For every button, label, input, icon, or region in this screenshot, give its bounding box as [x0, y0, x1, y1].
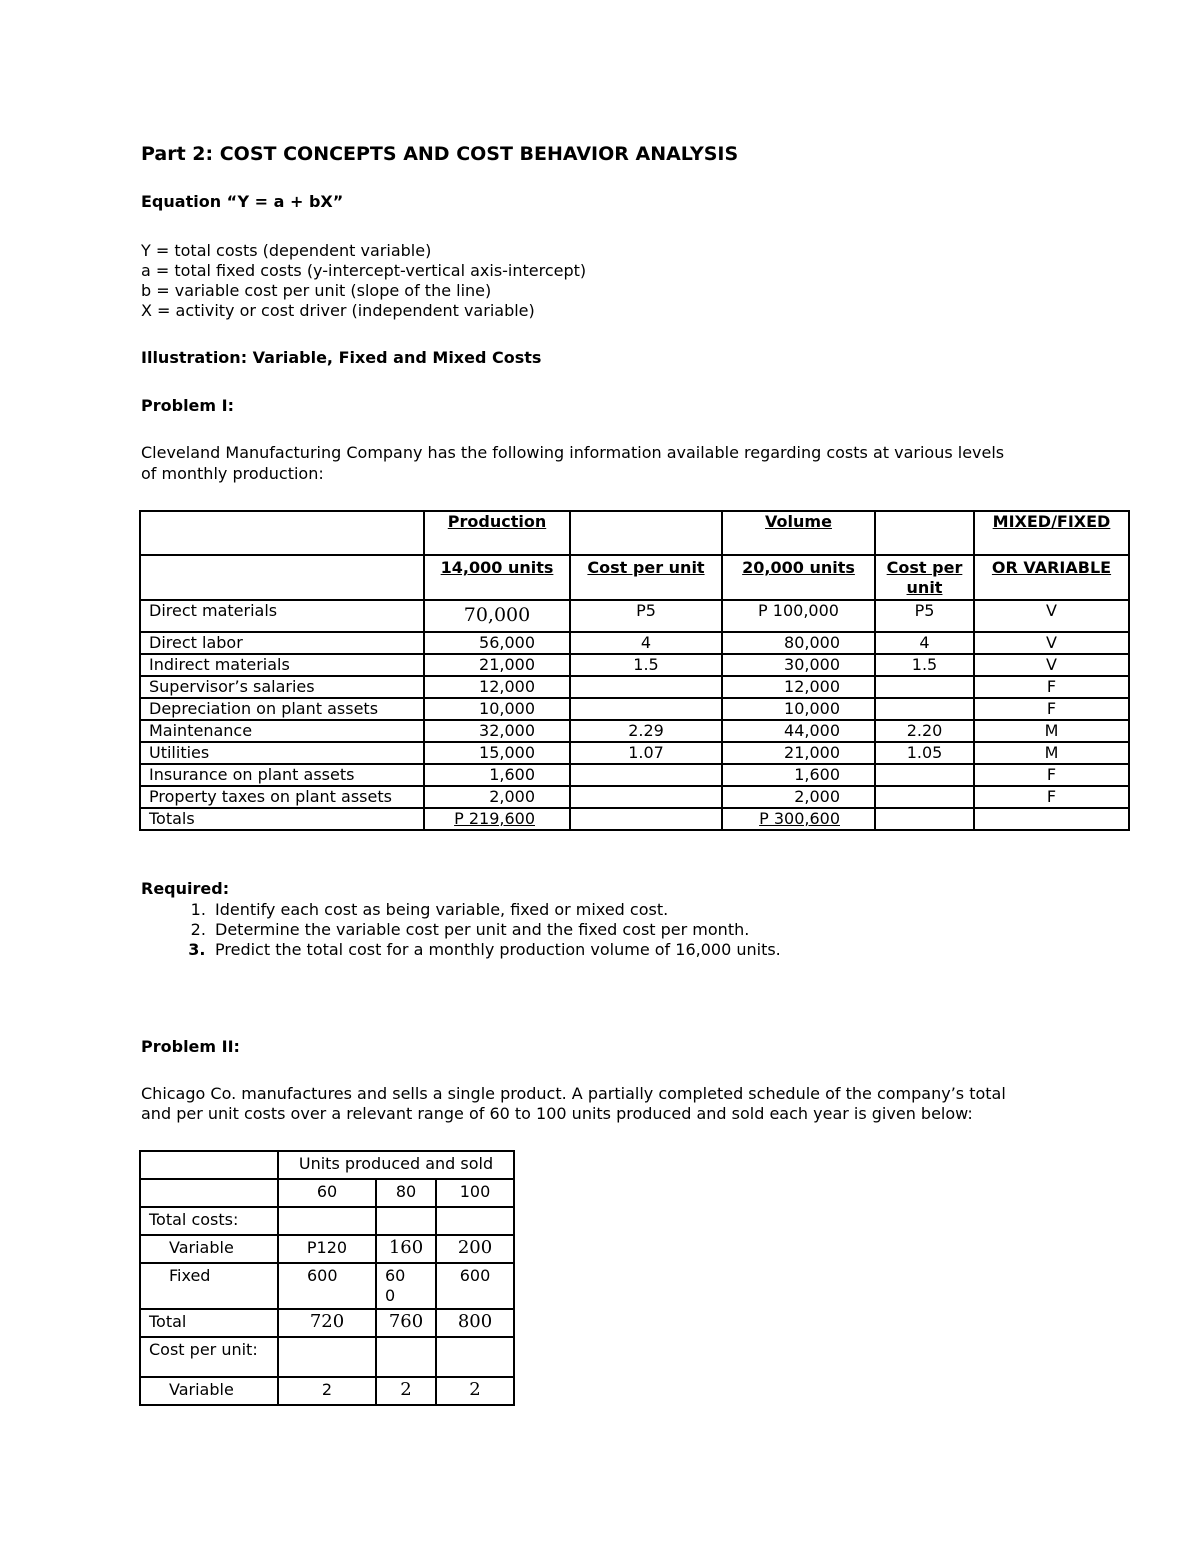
blank-cell: [376, 1337, 436, 1377]
behavior-code: F: [974, 676, 1129, 698]
production-cost-per-unit: [570, 764, 722, 786]
behavior-code: V: [974, 600, 1129, 632]
volume-cost-per-unit: [875, 698, 974, 720]
production-cost-per-unit: 1.5: [570, 654, 722, 676]
cost-item-label: Maintenance: [140, 720, 424, 742]
table-row: [140, 764, 1129, 786]
table-row: [140, 676, 1129, 698]
total-80: 760: [376, 1309, 436, 1337]
definition-x: X = activity or cost driver (independent variable): [141, 301, 535, 320]
volume-cost-per-unit: 1.5: [875, 654, 974, 676]
problem2-intro-line2: and per unit costs over a relevant range of 60 to 100 units produced and sold each year is given below:: [141, 1104, 973, 1123]
behavior-code: F: [974, 764, 1129, 786]
variable-per-unit-100: 2: [436, 1377, 514, 1405]
header-production: Production: [424, 511, 570, 555]
blank-cell: [278, 1207, 376, 1235]
table-row: [140, 654, 1129, 676]
production-cost: 2,000: [424, 786, 570, 808]
production-cost: 70,000: [424, 600, 570, 632]
volume-cost-per-unit: 1.05: [875, 742, 974, 764]
totals-cell: [570, 808, 722, 830]
cost-item-label: Utilities: [140, 742, 424, 764]
total-costs-label: Total costs:: [140, 1207, 278, 1235]
variable-per-unit-80: 2: [376, 1377, 436, 1405]
behavior-code: M: [974, 742, 1129, 764]
behavior-code: V: [974, 632, 1129, 654]
table-row: [140, 632, 1129, 654]
table-row: [140, 720, 1129, 742]
definition-a: a = total fixed costs (y-intercept-vertical axis-intercept): [141, 261, 587, 280]
behavior-code: F: [974, 786, 1129, 808]
variable-100: 200: [436, 1235, 514, 1263]
table-row: [140, 698, 1129, 720]
variable-per-unit-label: Variable: [140, 1377, 278, 1405]
volume-cost: 2,000: [722, 786, 875, 808]
problem2-heading: Problem II:: [141, 1037, 240, 1056]
list-item: 1. Identify each cost as being variable, fixed or mixed cost.: [211, 900, 781, 920]
blank-cell: [278, 1337, 376, 1377]
cost-per-unit-label: Cost per unit:: [140, 1337, 278, 1377]
production-cost-per-unit: 4: [570, 632, 722, 654]
volume-cost-per-unit: 4: [875, 632, 974, 654]
variable-60: P120: [278, 1235, 376, 1263]
header-cell: [140, 555, 424, 600]
volume-cost: 12,000: [722, 676, 875, 698]
production-cost-per-unit: [570, 676, 722, 698]
volume-cost: 80,000: [722, 632, 875, 654]
total-label: Total: [140, 1309, 278, 1337]
illustration-heading: Illustration: Variable, Fixed and Mixed Costs: [141, 348, 542, 367]
production-cost-per-unit: [570, 786, 722, 808]
production-cost: 56,000: [424, 632, 570, 654]
cost-item-label: Property taxes on plant assets: [140, 786, 424, 808]
cost-item-label: Direct labor: [140, 632, 424, 654]
production-cost: 32,000: [424, 720, 570, 742]
production-cost: 1,600: [424, 764, 570, 786]
production-cost-per-unit: [570, 698, 722, 720]
production-cost-per-unit: 1.07: [570, 742, 722, 764]
production-cost: 10,000: [424, 698, 570, 720]
production-cost: 21,000: [424, 654, 570, 676]
header-or-variable: OR VARIABLE: [974, 555, 1129, 600]
header-cost-per-unit: Cost per unit: [570, 555, 722, 600]
production-cost-per-unit: 2.29: [570, 720, 722, 742]
header-cell: [875, 511, 974, 555]
fixed-label: Fixed: [140, 1263, 278, 1309]
fixed-100: 600: [436, 1263, 514, 1309]
blank-cell: [436, 1207, 514, 1235]
problem2-intro-line1: Chicago Co. manufactures and sells a single product. A partially completed schedule of the company’s total: [141, 1084, 1006, 1103]
cost-item-label: Depreciation on plant assets: [140, 698, 424, 720]
blank-cell: [376, 1207, 436, 1235]
fixed-80: 60 0: [376, 1263, 436, 1309]
totals-cell: [875, 808, 974, 830]
behavior-code: V: [974, 654, 1129, 676]
table-header-row: [140, 511, 1129, 555]
header-volume: Volume: [722, 511, 875, 555]
blank-cell: [140, 1151, 278, 1179]
variable-per-unit-60: 2: [278, 1377, 376, 1405]
totals-production: P 219,600: [424, 808, 570, 830]
units-header: Units produced and sold: [278, 1151, 514, 1179]
header-20000-units: 20,000 units: [722, 555, 875, 600]
list-item: 3. Predict the total cost for a monthly production volume of 16,000 units.: [211, 940, 781, 960]
volume-cost: P 100,000: [722, 600, 875, 632]
equation-heading: Equation “Y = a + bX”: [141, 192, 344, 211]
volume-cost-per-unit: 2.20: [875, 720, 974, 742]
totals-cell: [974, 808, 1129, 830]
total-100: 800: [436, 1309, 514, 1337]
page-title: Part 2: COST CONCEPTS AND COST BEHAVIOR ANALYSIS: [141, 143, 739, 165]
total-60: 720: [278, 1309, 376, 1337]
cost-item-label: Direct materials: [140, 600, 424, 632]
table-row: [140, 600, 1129, 632]
units-60: 60: [278, 1179, 376, 1207]
definition-b: b = variable cost per unit (slope of the line): [141, 281, 492, 300]
units-table: [139, 1150, 515, 1406]
production-cost: 15,000: [424, 742, 570, 764]
cost-item-label: Insurance on plant assets: [140, 764, 424, 786]
cost-item-label: Indirect materials: [140, 654, 424, 676]
totals-volume: P 300,600: [722, 808, 875, 830]
fixed-60: 600: [278, 1263, 376, 1309]
definition-y: Y = total costs (dependent variable): [141, 241, 432, 260]
table-row: [140, 786, 1129, 808]
totals-label: Totals: [140, 808, 424, 830]
problem1-intro-line2: of monthly production:: [141, 464, 324, 483]
volume-cost: 10,000: [722, 698, 875, 720]
volume-cost-per-unit: [875, 786, 974, 808]
volume-cost-per-unit: [875, 676, 974, 698]
table-header-row: [140, 555, 1129, 600]
volume-cost: 30,000: [722, 654, 875, 676]
header-cell: [140, 511, 424, 555]
header-14000-units: 14,000 units: [424, 555, 570, 600]
problem1-intro-line1: Cleveland Manufacturing Company has the following information available regarding costs at various levels: [141, 443, 1005, 462]
required-list: [141, 900, 781, 960]
totals-row: [140, 808, 1129, 830]
blank-cell: [436, 1337, 514, 1377]
problem1-heading: Problem I:: [141, 396, 234, 415]
header-cell: [570, 511, 722, 555]
table-row: [140, 742, 1129, 764]
volume-cost: 21,000: [722, 742, 875, 764]
cost-item-label: Supervisor’s salaries: [140, 676, 424, 698]
variable-80: 160: [376, 1235, 436, 1263]
behavior-code: F: [974, 698, 1129, 720]
volume-cost-per-unit: P5: [875, 600, 974, 632]
list-item: 2. Determine the variable cost per unit and the fixed cost per month.: [211, 920, 781, 940]
behavior-code: M: [974, 720, 1129, 742]
header-cost-per-unit: Cost per unit: [875, 555, 974, 600]
units-80: 80: [376, 1179, 436, 1207]
volume-cost: 44,000: [722, 720, 875, 742]
production-cost-per-unit: P5: [570, 600, 722, 632]
volume-cost-per-unit: [875, 764, 974, 786]
volume-cost: 1,600: [722, 764, 875, 786]
header-mixed-fixed: MIXED/FIXED: [974, 511, 1129, 555]
blank-cell: [140, 1179, 278, 1207]
production-cost: 12,000: [424, 676, 570, 698]
cost-table: [139, 510, 1130, 831]
variable-label: Variable: [140, 1235, 278, 1263]
units-100: 100: [436, 1179, 514, 1207]
required-heading: Required:: [141, 879, 230, 898]
